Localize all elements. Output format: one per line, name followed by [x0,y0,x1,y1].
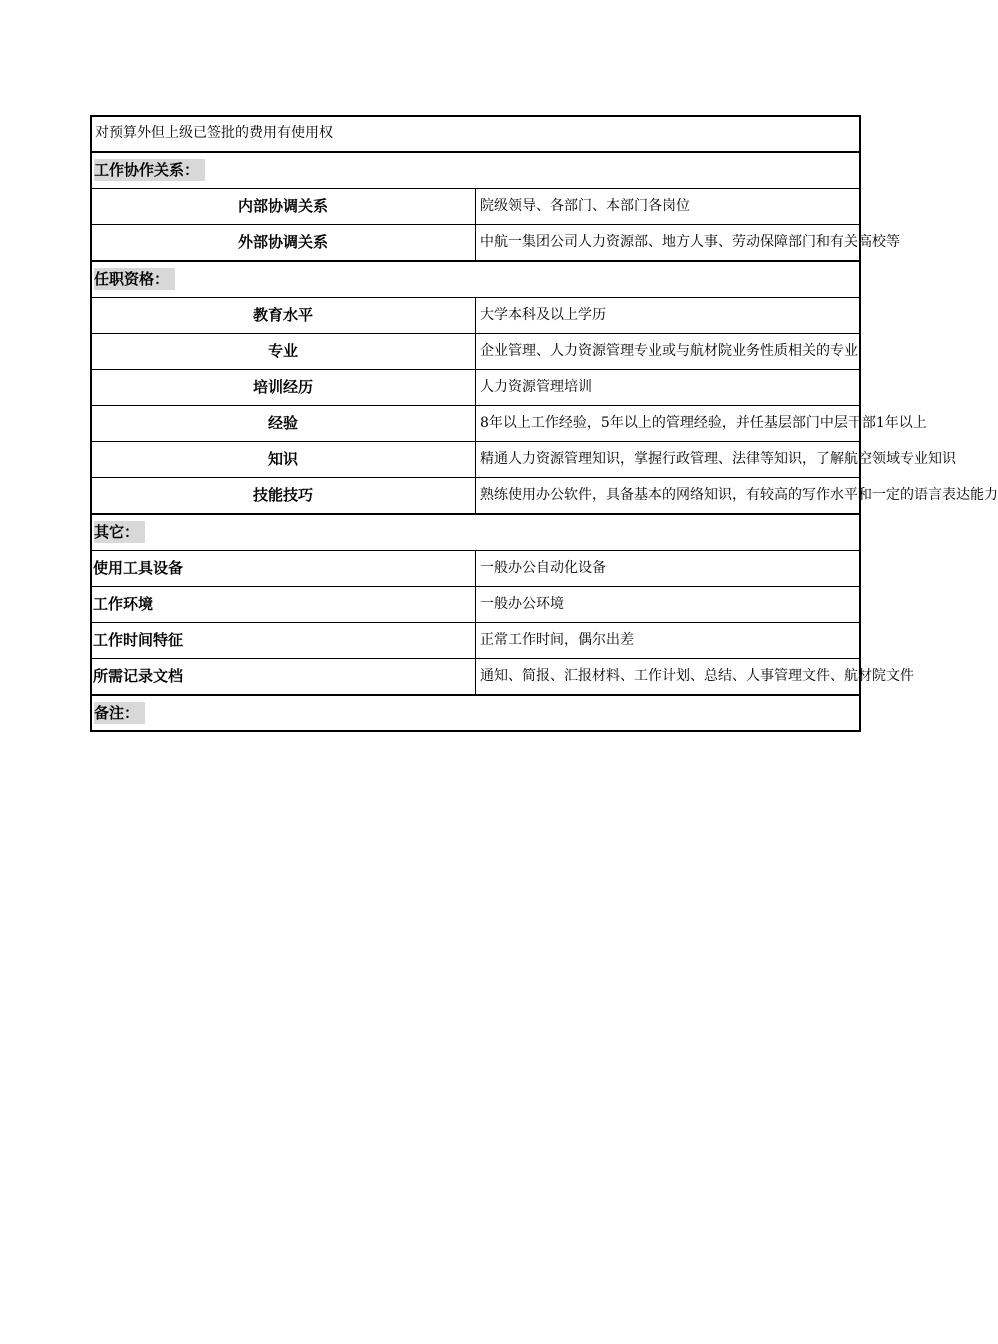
work-time-label: 工作时间特征 [91,623,476,659]
skills-row [91,478,861,515]
records-row [91,659,861,696]
environment-row [91,587,861,623]
training-row [91,370,861,406]
experience-row [91,406,861,442]
coordination-section-heading [91,152,861,189]
job-description-table [90,115,998,732]
education-row [91,298,861,334]
skills-value: 熟练使用办公软件，具备基本的网络知识，有较高的写作水平和一定的语言表达能力 [476,478,861,515]
external-coordination-row [91,225,861,262]
notes-section-heading [91,695,861,732]
authority-row [91,116,861,153]
authority-text: 对预算外但上级已签批的费用有使用权 [91,116,861,153]
environment-value: 一般办公环境 [476,587,861,623]
internal-coordination-row [91,189,861,225]
other-section-row [91,514,861,551]
internal-coordination-value: 院级领导、各部门、本部门各岗位 [476,189,861,225]
external-coordination-label: 外部协调关系 [91,225,476,262]
records-label: 所需记录文档 [91,659,476,696]
other-section-label: 其它： [94,521,145,543]
knowledge-label: 知识 [91,442,476,478]
records-value: 通知、简报、汇报材料、工作计划、总结、人事管理文件、航材院文件 [476,659,861,696]
other-section-heading [91,514,861,551]
coordination-section-row [91,152,861,189]
qualification-section-label: 任职资格： [94,268,175,290]
education-value: 大学本科及以上学历 [476,298,861,334]
work-time-value: 正常工作时间，偶尔出差 [476,623,861,659]
tools-row [91,551,861,587]
training-value: 人力资源管理培训 [476,370,861,406]
education-label: 教育水平 [91,298,476,334]
knowledge-value: 精通人力资源管理知识，掌握行政管理、法律等知识，了解航空领域专业知识 [476,442,861,478]
experience-value: 8年以上工作经验，5年以上的管理经验，并任基层部门中层干部1年以上 [476,406,861,442]
major-label: 专业 [91,334,476,370]
qualification-section-row [91,261,861,298]
notes-section-row [91,695,861,732]
experience-label: 经验 [91,406,476,442]
internal-coordination-label: 内部协调关系 [91,189,476,225]
major-row [91,334,861,370]
notes-section-label: 备注： [94,702,145,724]
knowledge-row [91,442,861,478]
training-label: 培训经历 [91,370,476,406]
work-time-row [91,623,861,659]
external-coordination-value: 中航一集团公司人力资源部、地方人事、劳动保障部门和有关高校等 [476,225,861,262]
skills-label: 技能技巧 [91,478,476,515]
tools-label: 使用工具设备 [91,551,476,587]
major-value: 企业管理、人力资源管理专业或与航材院业务性质相关的专业 [476,334,861,370]
tools-value: 一般办公自动化设备 [476,551,861,587]
qualification-section-heading [91,261,861,298]
coordination-section-label: 工作协作关系： [94,159,205,181]
environment-label: 工作环境 [91,587,476,623]
